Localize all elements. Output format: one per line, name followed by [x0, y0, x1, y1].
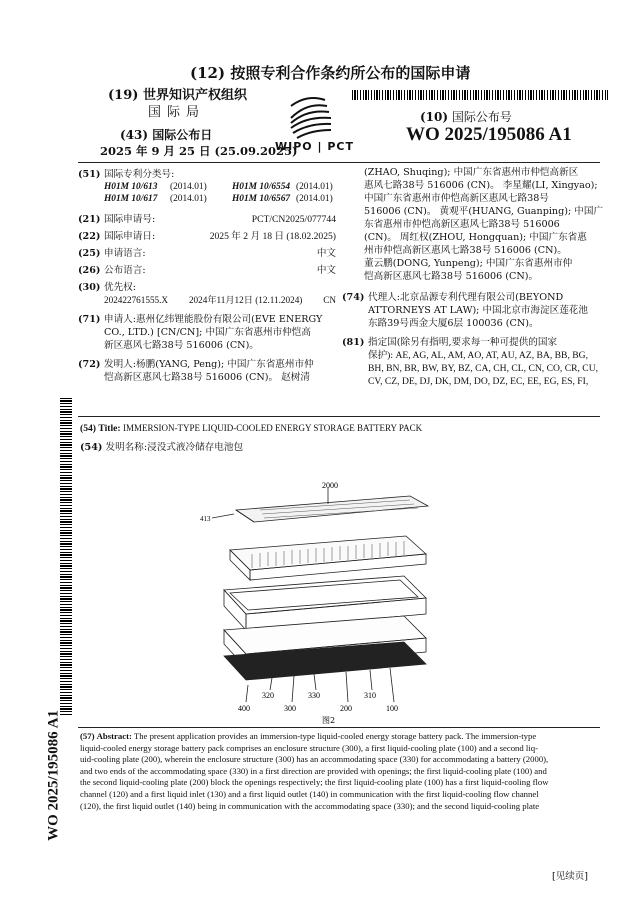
publication-date: 2025 年 9 月 25 日 (25.09.2025): [100, 144, 298, 158]
figure-label-bottom: 400: [238, 704, 250, 713]
agent-line: ATTORNEYS AT LAW); 中国北京市海淀区莲花池: [368, 305, 588, 316]
field-21: [78, 213, 336, 226]
ipc-year: (2014.01): [296, 194, 333, 204]
bibliographic-left: [78, 168, 336, 384]
title-rule: [78, 416, 600, 417]
field-30-code: (30): [78, 282, 101, 293]
abstract-line: uid-cooling plate (200), wherein the enclosure structure (300) has an accommodating space (330) for accommodating a battery (2000),: [80, 754, 549, 765]
ipc-code: H01M 10/6567: [232, 194, 291, 204]
priority-date: 2024年11月12日 (12.11.2024): [188, 295, 303, 305]
header-rule: [78, 162, 600, 163]
title-text: 按照专利合作条约所公布的国际申请: [230, 64, 471, 82]
field-22-label: 国际申请日:: [104, 231, 156, 242]
agent-line: 代理人:北京品源专利代理有限公司(BEYOND: [368, 292, 564, 303]
field-25: [78, 247, 336, 260]
designated-states-line: 保护): AE, AG, AL, AM, AO, AT, AU, AZ, BA, BB, BG,: [368, 350, 588, 361]
publication-language: 中文: [316, 265, 336, 276]
field-21-label: 国际申请号:: [104, 214, 156, 225]
pubdate-code: (43): [120, 128, 149, 142]
field-74-code: (74): [342, 292, 365, 303]
inventor-line: 中国广东省惠州市仲恺高新区惠风七路38号: [364, 193, 549, 204]
agent-line: 东路39号西金大厦6层 100036 (CN)。: [368, 318, 539, 329]
abstract: [80, 731, 600, 812]
filing-language: 中文: [316, 248, 336, 259]
inventor-line: 惠风七路38号 516006 (CN)。 李星耀(LI, Xingyao);: [364, 180, 598, 191]
ipc-code: H01M 10/6554: [232, 182, 291, 192]
field-25-code: (25): [78, 248, 101, 259]
document-title: [190, 62, 470, 83]
applicant-line: 新区惠风七路38号 516006 (CN)。: [104, 340, 259, 351]
figure-label-bottom: 100: [386, 704, 398, 713]
wipo-logo: [277, 96, 367, 154]
field-51-code: (51): [78, 169, 101, 180]
pubnum-code: (10): [420, 110, 449, 124]
inventor-line: (CN)。 周红权(ZHOU, Hongquan); 中国广东省惠: [364, 232, 587, 243]
figure-caption: 图2: [322, 716, 336, 725]
office-code: (19): [108, 88, 139, 103]
figure-label-bottom: 320: [262, 691, 274, 700]
inventor-line: 恺高新区惠风七路38号 516006 (CN)。: [364, 271, 539, 282]
title-en-text: IMMERSION-TYPE LIQUID-COOLED ENERGY STORAGE BATTERY PACK: [123, 423, 423, 433]
title-english: [80, 422, 422, 435]
inventor-line: 516006 (CN)。 黄观平(HUANG, Guanping); 中国广: [364, 206, 604, 217]
field-71: [78, 313, 336, 352]
field-26: [78, 264, 336, 277]
priority-data: [78, 294, 336, 307]
abstract-line: channel (120) and a first liquid inlet (130) and a first liquid outlet (140) in communication with the first liquid-cooling flow channel: [80, 788, 539, 799]
figure-label-bottom: 310: [364, 691, 376, 700]
field-30-label: 优先权:: [104, 282, 137, 293]
inventor-line: 东省惠州市仲恺高新区惠风七路38号 516006: [364, 219, 560, 230]
title-en-code: (54): [80, 423, 96, 434]
ipc-code: H01M 10/617: [104, 194, 158, 204]
ipc-code: H01M 10/613: [104, 182, 158, 192]
abstract-line: (120), the first liquid outlet (140) being in communication with the accommodating space (330); and the second liquid-cooling plate: [80, 800, 540, 811]
figure-label-bottom: 200: [340, 704, 352, 713]
title-code: (12): [190, 64, 226, 82]
field-22-code: (22): [78, 231, 101, 242]
designated-states-line: CV, CZ, DE, DJ, DK, DM, DO, DZ, EC, EE, EG, ES, FI,: [368, 376, 589, 387]
inventor-line: 董云鹏(DONG, Yunpeng); 中国广东省惠州市仲: [364, 258, 573, 269]
patent-figure: [200, 480, 460, 725]
designated-states-line: BH, BN, BR, BW, BY, BZ, CA, CH, CL, CN, CO, CR, CU,: [368, 363, 599, 374]
ipc-year: (2014.01): [296, 182, 333, 192]
field-81: [342, 336, 604, 388]
abstract-line: the second liquid-cooling plate (200) block the openings respectively; the first liquid-cooling plate (100) has a first liquid-cooling flow: [80, 777, 549, 788]
field-51: [78, 168, 336, 181]
inventor-line: 州市仲恺高新区惠风七路38号 516006 (CN)。: [364, 245, 567, 256]
battery-pack-drawing: [200, 480, 460, 725]
inventor-line: 发明人:杨鹏(YANG, Peng); 中国广东省惠州市仲: [104, 359, 314, 370]
title-zh-label: 发明名称:: [105, 442, 148, 453]
continued-marker: [见续页]: [552, 871, 588, 882]
title-chinese: [80, 441, 243, 454]
figure-label-top: 2000: [322, 481, 338, 490]
applicant-line: 申请人:惠州亿纬锂能股份有限公司(EVE ENERGY: [104, 314, 323, 325]
publication-number: WO 2025/195086 A1: [406, 124, 572, 145]
office-line1: 世界知识产权组织: [142, 88, 247, 103]
field-74: [342, 291, 604, 330]
field-72-code: (72): [78, 359, 101, 370]
office-line2: 国际局: [148, 105, 206, 120]
field-21-code: (21): [78, 214, 101, 225]
office-name: [108, 87, 247, 121]
field-51-label: 国际专利分类号:: [104, 169, 175, 180]
field-81-code: (81): [342, 337, 365, 348]
applicant-line: CO., LTD.) [CN/CN]; 中国广东省惠州市仲恺高: [104, 327, 311, 338]
title-zh-code: (54): [80, 442, 103, 453]
ipc-classifications: [78, 181, 336, 205]
filing-date: 2025 年 2 月 18 日 (18.02.2025): [209, 231, 336, 242]
bibliographic-right: [342, 166, 604, 388]
field-26-code: (26): [78, 265, 101, 276]
ipc-row: [104, 193, 336, 205]
ipc-year: (2014.01): [170, 182, 207, 192]
figure-label-bottom: 300: [284, 704, 296, 713]
abstract-rule: [78, 727, 600, 728]
title-zh-text: 浸没式液冷储存电池包: [147, 442, 244, 453]
side-publication-number: WO 2025/195086 A1: [45, 710, 62, 841]
inventor-line: (ZHAO, Shuqing); 中国广东省惠州市仲恺高新区: [364, 167, 579, 178]
abstract-line: and two ends of the accommodating space (330) in a first direction are provided with openings; the first liquid-cooling plate (100) and: [80, 765, 547, 776]
field-71-code: (71): [78, 314, 101, 325]
application-number: PCT/CN2025/077744: [251, 214, 336, 225]
abstract-label: Abstract:: [96, 731, 132, 741]
pubnum-label: 国际公布号: [451, 110, 512, 124]
barcode-top: [352, 90, 608, 100]
abstract-code: (57): [80, 731, 95, 741]
publication-date-block: [120, 127, 212, 143]
inventor-line: 恺高新区惠风七路38号 516006 (CN)。 赵树清: [104, 372, 310, 383]
ipc-row: [104, 181, 336, 193]
figure-label-bottom: 330: [308, 691, 320, 700]
field-30: [78, 281, 336, 294]
inventors-continued: [364, 166, 604, 283]
ipc-year: (2014.01): [170, 194, 207, 204]
field-72: [78, 358, 336, 384]
pubdate-label: 国际公布日: [152, 128, 213, 142]
wipo-logo-text: WIPO | PCT: [275, 140, 354, 153]
field-26-label: 公布语言:: [104, 265, 146, 276]
priority-country: CN: [323, 295, 336, 305]
title-en-label: Title:: [98, 423, 121, 434]
priority-number: 202422761555.X: [104, 295, 169, 305]
field-22: [78, 230, 336, 243]
figure-label-side: 413: [200, 515, 211, 523]
publication-number-block: [420, 108, 512, 125]
abstract-line: liquid-cooled energy storage battery pack comprises an enclosure structure (300), a first liquid-cooling plate (100) and a second liq-: [80, 742, 538, 753]
abstract-line: The present application provides an immersion-type liquid-cooled energy storage battery pack. The immersion-type: [133, 731, 537, 741]
field-25-label: 申请语言:: [104, 248, 146, 259]
designated-states-line: 指定国(除另有指明,要求每一种可提供的国家: [368, 337, 558, 348]
